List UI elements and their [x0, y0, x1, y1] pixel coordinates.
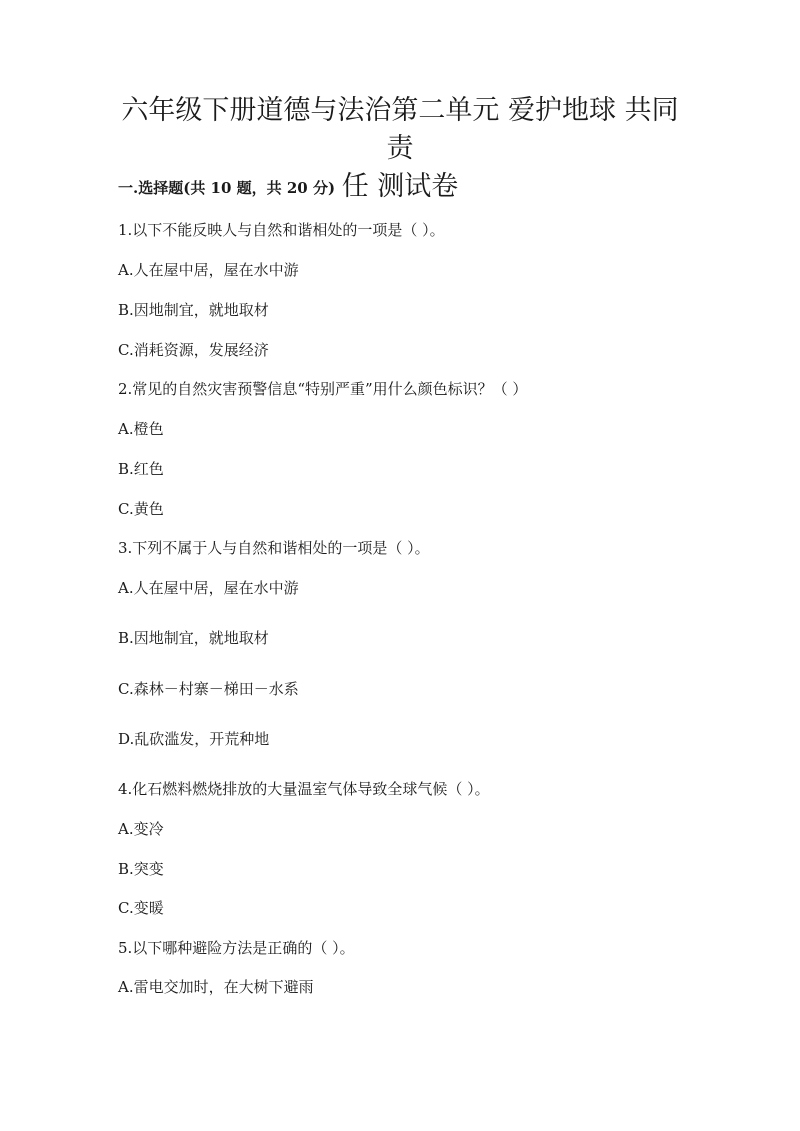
title-line-1: 六年级下册道德与法治第二单元 爱护地球 共同责 — [121, 95, 679, 164]
question-3-stem: 3.下列不属于人与自然和谐相处的一项是（ ）。 — [118, 539, 430, 557]
question-1-stem: 1.以下不能反映人与自然和谐相处的一项是（ ）。 — [118, 221, 445, 239]
question-2-option-a: A.橙色 — [118, 420, 164, 438]
question-2-option-c: C.黄色 — [118, 500, 164, 518]
section-heading: 一.选择题(共 10 题，共 20 分) — [118, 179, 336, 197]
question-3-option-c: C.森林－村寨－梯田－水系 — [118, 680, 299, 698]
question-3-option-d: D.乱砍滥发，开荒种地 — [118, 730, 270, 748]
title-line-2: 任 测试卷 — [341, 171, 459, 202]
question-1-option-c: C.消耗资源，发展经济 — [118, 341, 269, 359]
question-2-stem: 2.常见的自然灾害预警信息“特别严重”用什么颜色标识？（ ） — [118, 380, 528, 398]
question-3-option-b: B.因地制宜，就地取材 — [118, 629, 269, 647]
question-5-option-a: A.雷电交加时，在大树下避雨 — [118, 978, 314, 996]
question-3-option-a: A.人在屋中居，屋在水中游 — [118, 579, 299, 597]
question-1-option-b: B.因地制宜，就地取材 — [118, 301, 269, 319]
question-5-stem: 5.以下哪种避险方法是正确的（ ）。 — [118, 939, 355, 957]
question-4-stem: 4.化石燃料燃烧排放的大量温室气体导致全球气候（ ）。 — [118, 780, 490, 798]
question-4-option-a: A.变冷 — [118, 820, 164, 838]
question-4-option-b: B.突变 — [118, 860, 164, 878]
question-2-option-b: B.红色 — [118, 460, 164, 478]
question-1-option-a: A.人在屋中居，屋在水中游 — [118, 261, 299, 279]
question-4-option-c: C.变暖 — [118, 899, 164, 917]
